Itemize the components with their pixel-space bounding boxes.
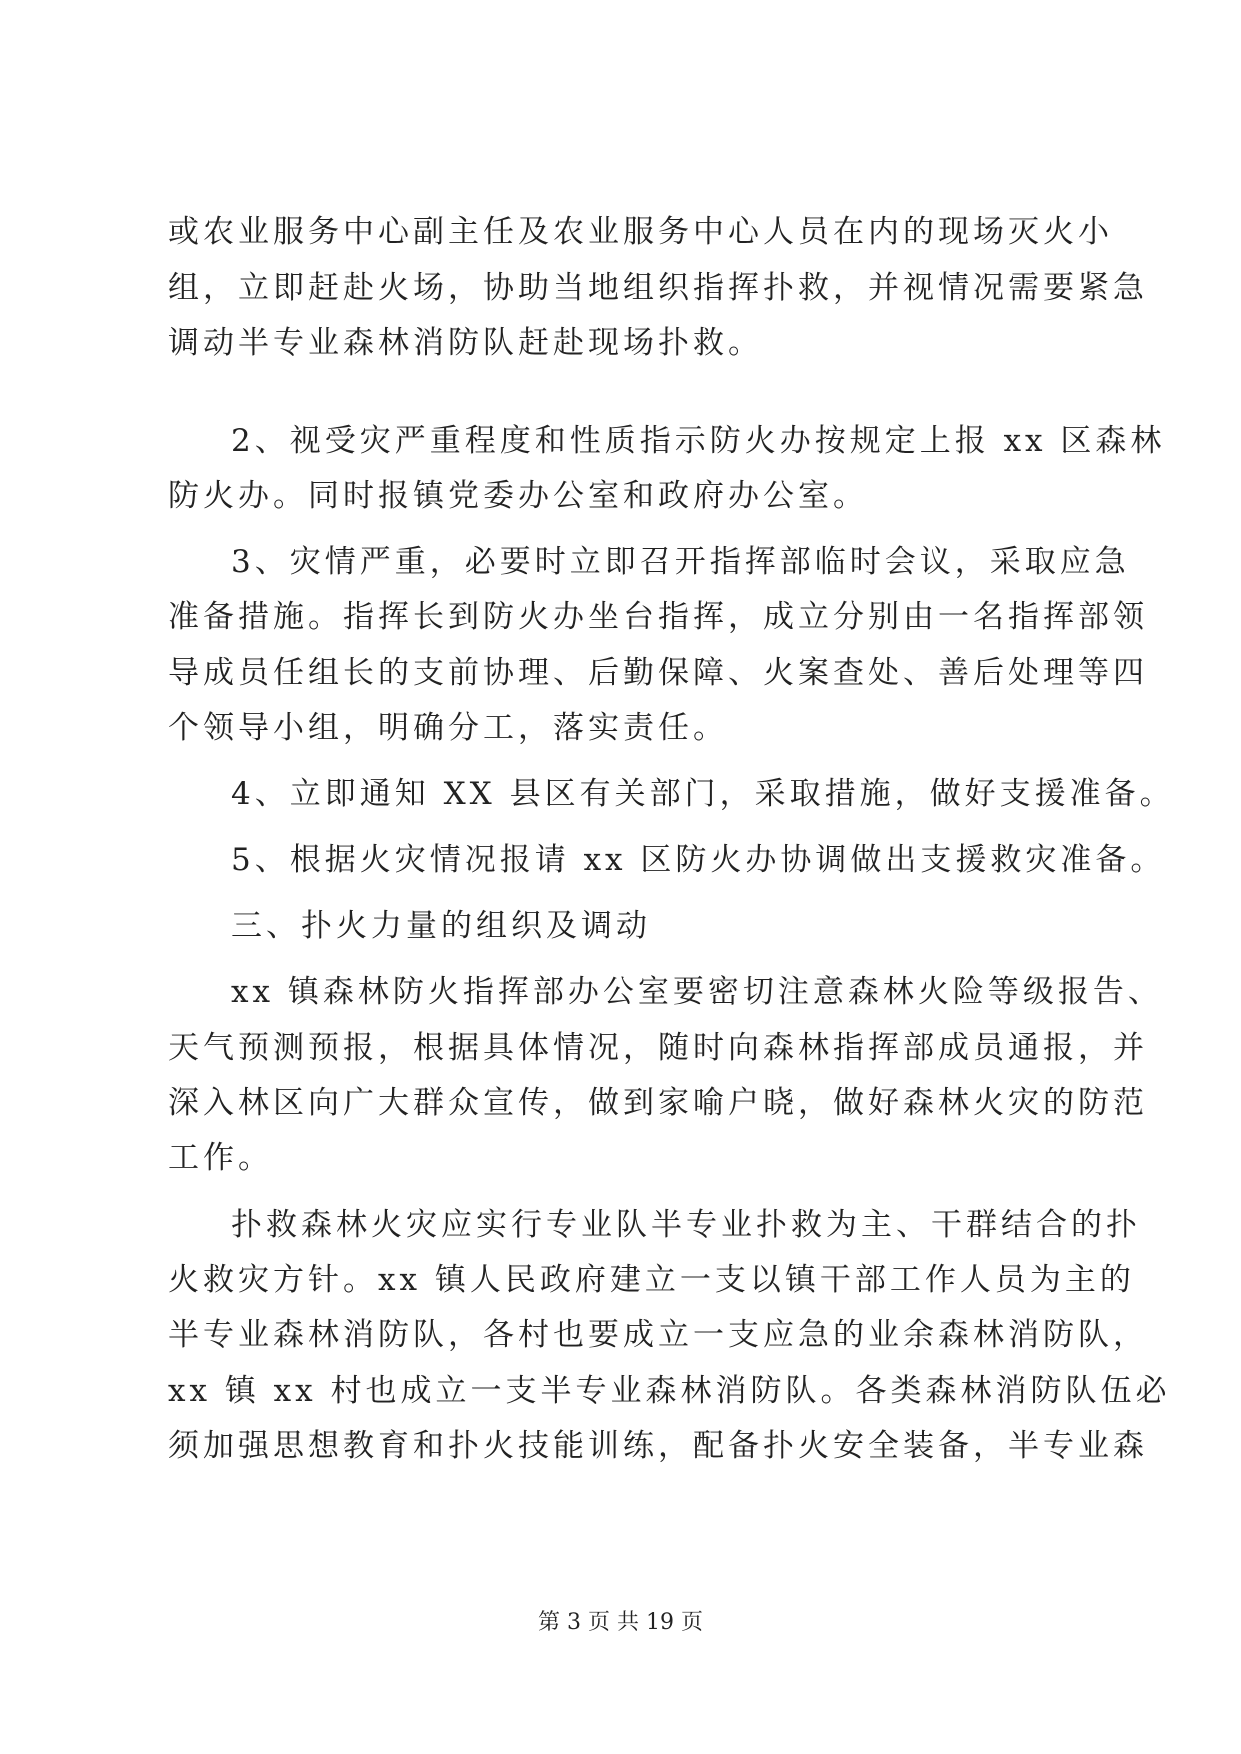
page-footer: 第 3 页 共 19 页 [538,1610,703,1635]
text-line: 5、根据火灾情况报请 xx 区防火办协调做出支援救灾准备。 [231,842,1166,878]
text-line: 天气预测预报，根据具体情况，随时向森林指挥部成员通报，并 [168,1030,1148,1066]
text-line: 半专业森林消防队，各村也要成立一支应急的业余森林消防队， [168,1317,1148,1353]
text-line: 扑救森林火灾应实行专业队半专业扑救为主、干群结合的扑 [231,1207,1141,1243]
text-line: xx 镇 xx 村也成立一支半专业森林消防队。各类森林消防队伍必 [168,1373,1171,1409]
text-line: 或农业服务中心副主任及农业服务中心人员在内的现场灭火小 [168,214,1113,250]
text-line: 导成员任组长的支前协理、后勤保障、火案查处、善后处理等四 [168,655,1148,691]
text-line: 深入林区向广大群众宣传，做到家喻户晓，做好森林火灾的防范 [168,1085,1148,1121]
text-line: 火救灾方针。xx 镇人民政府建立一支以镇干部工作人员为主的 [168,1262,1135,1298]
text-line: 准备措施。指挥长到防火办坐台指挥，成立分别由一名指挥部领 [168,599,1148,635]
text-line: 个领导小组，明确分工，落实责任。 [168,710,728,746]
text-line: 须加强思想教育和扑火技能训练，配备扑火安全装备，半专业森 [168,1428,1148,1464]
text-line: 3、灾情严重，必要时立即召开指挥部临时会议，采取应急 [231,544,1130,580]
text-line: 工作。 [168,1140,273,1176]
text-line: xx 镇森林防火指挥部办公室要密切注意森林火险等级报告、 [231,974,1163,1010]
text-line: 组，立即赶赴火场，协助当地组织指挥扑救，并视情况需要紧急 [168,270,1148,306]
text-line: 防火办。同时报镇党委办公室和政府办公室。 [168,478,868,514]
text-line: 4、立即通知 XX 县区有关部门，采取措施，做好支援准备。 [231,776,1175,812]
text-line: 调动半专业森林消防队赶赴现场扑救。 [168,325,763,361]
text-line: 2、视受灾严重程度和性质指示防火办按规定上报 xx 区森林 [231,423,1166,459]
section-heading: 三、扑火力量的组织及调动 [231,908,651,944]
